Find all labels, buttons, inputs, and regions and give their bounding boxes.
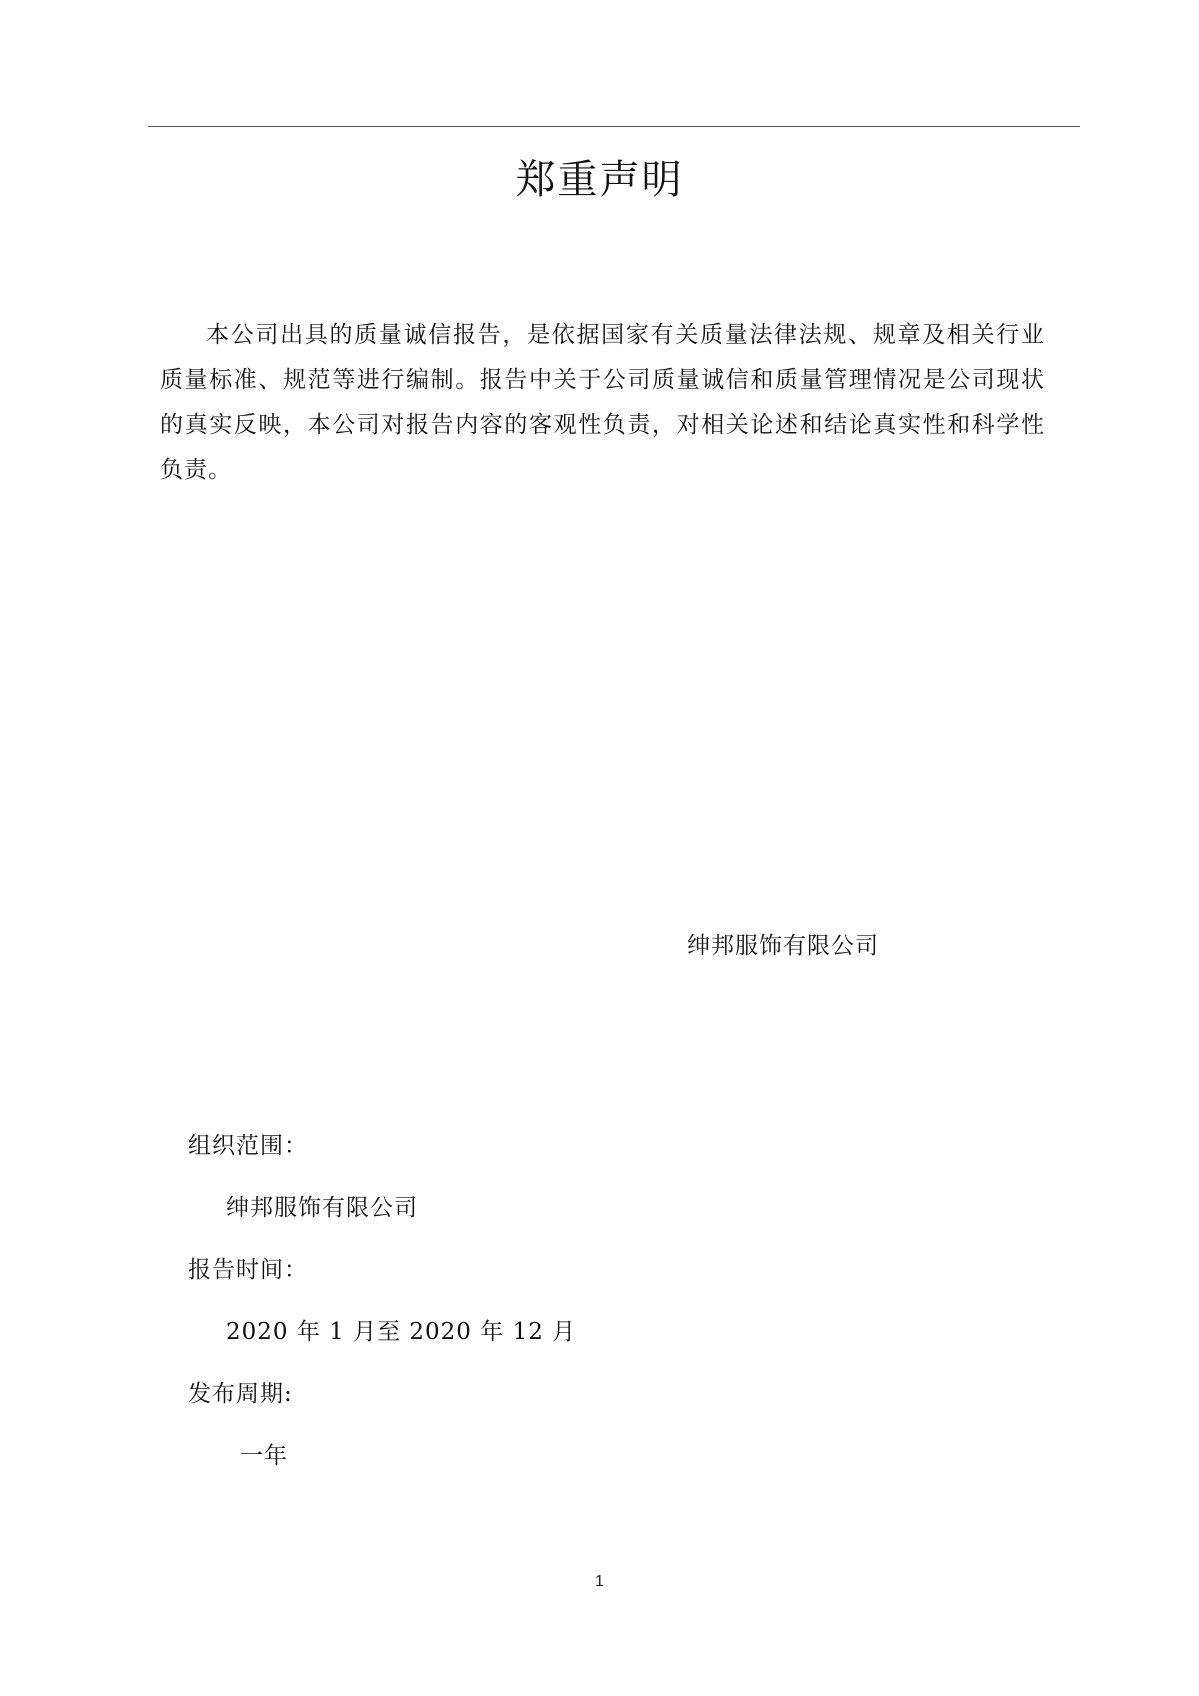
- header-rule: [148, 126, 1080, 127]
- page-number: 1: [595, 1573, 604, 1590]
- page-title: 郑重声明: [515, 157, 684, 203]
- cycle-label: 发布周期:: [188, 1381, 293, 1407]
- scope-value: 绅邦服饰有限公司: [226, 1195, 418, 1221]
- scope-label: 组织范围：: [188, 1133, 308, 1159]
- cycle-value: 一年: [240, 1443, 288, 1469]
- period-label: 报告时间：: [188, 1257, 308, 1283]
- period-value: 2020 年 1 月至 2020 年 12 月: [226, 1319, 577, 1345]
- company-signature: 绅邦服饰有限公司: [687, 933, 879, 959]
- statement-paragraph: 本公司出具的质量诚信报告，是依据国家有关质量法律法规、规章及相关行业质量标准、规范等进行编制。报告中关于公司质量诚信和质量管理情况是公司现状的真实反映，本公司对报告内容的客观性负责，对相关论述和结论真实性和科学性负责。: [160, 322, 1045, 483]
